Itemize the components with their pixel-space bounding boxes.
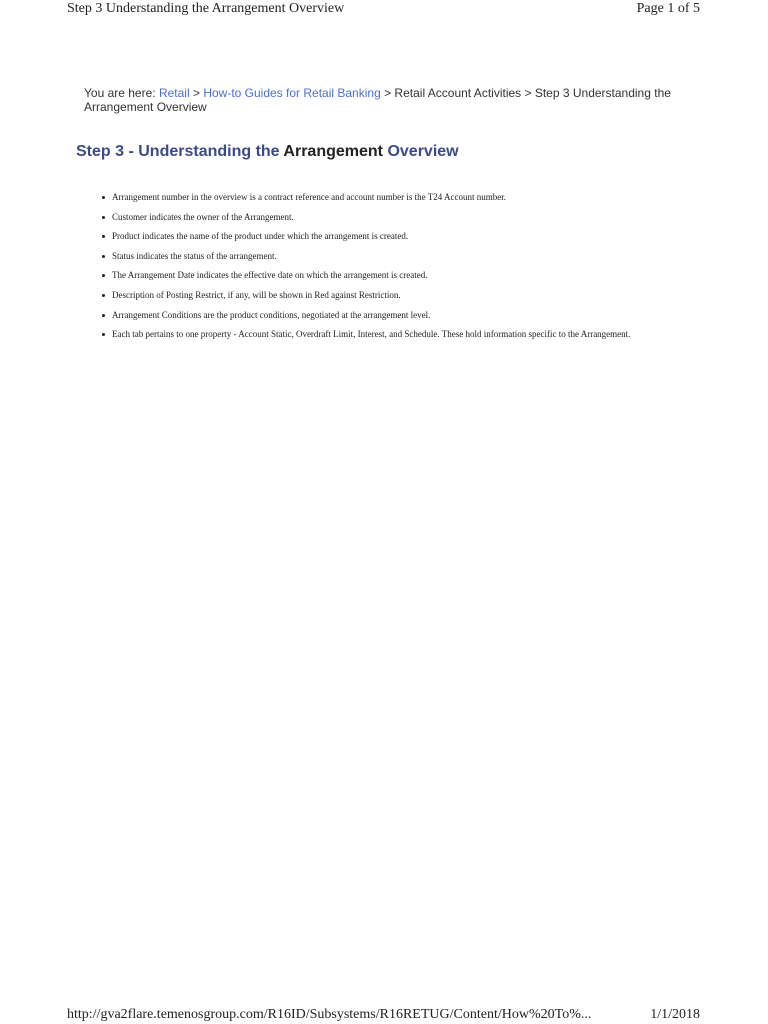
breadcrumb-prefix: You are here:	[84, 86, 159, 100]
print-header-title: Step 3 Understanding the Arrangement Overview	[67, 1, 345, 16]
page-title-part-2: Arrangement	[283, 143, 383, 160]
breadcrumb-link-retail[interactable]: Retail	[158, 86, 190, 100]
bullet-list	[112, 192, 698, 349]
list-item: Each tab pertains to one property - Account Static, Overdraft Limit, Interest, and Schedule. These hold information specific to the Arrangement.	[112, 329, 698, 340]
breadcrumb-link-how-to-guides[interactable]: How-to Guides for Retail Banking	[203, 86, 381, 100]
list-item: Arrangement Conditions are the product conditions, negotiated at the arrangement level.	[112, 310, 698, 321]
list-item: Description of Posting Restrict, if any, will be shown in Red against Restriction.	[112, 290, 698, 301]
breadcrumb-rest: > Retail Account Activities > Step 3 Understanding the Arrangement Overview	[84, 86, 671, 114]
breadcrumb	[84, 86, 708, 114]
print-header-page-number: Page 1 of 5	[636, 1, 700, 16]
breadcrumb-separator: >	[189, 86, 204, 100]
list-item: The Arrangement Date indicates the effective date on which the arrangement is created.	[112, 270, 698, 281]
print-footer-date: 1/1/2018	[650, 1007, 700, 1022]
list-item: Product indicates the name of the product under which the arrangement is created.	[112, 231, 698, 242]
list-item: Status indicates the status of the arrangement.	[112, 251, 698, 262]
list-item: Arrangement number in the overview is a contract reference and account number is the T24 Account number.	[112, 192, 698, 203]
page-title-part-3: Overview	[383, 143, 459, 160]
page-title-part-1: Step 3 - Understanding the	[76, 143, 284, 160]
print-footer-url: http://gva2flare.temenosgroup.com/R16ID/Subsystems/R16RETUG/Content/How%20To%...	[67, 1007, 592, 1022]
list-item: Customer indicates the owner of the Arrangement.	[112, 212, 698, 223]
page-title	[76, 142, 459, 162]
